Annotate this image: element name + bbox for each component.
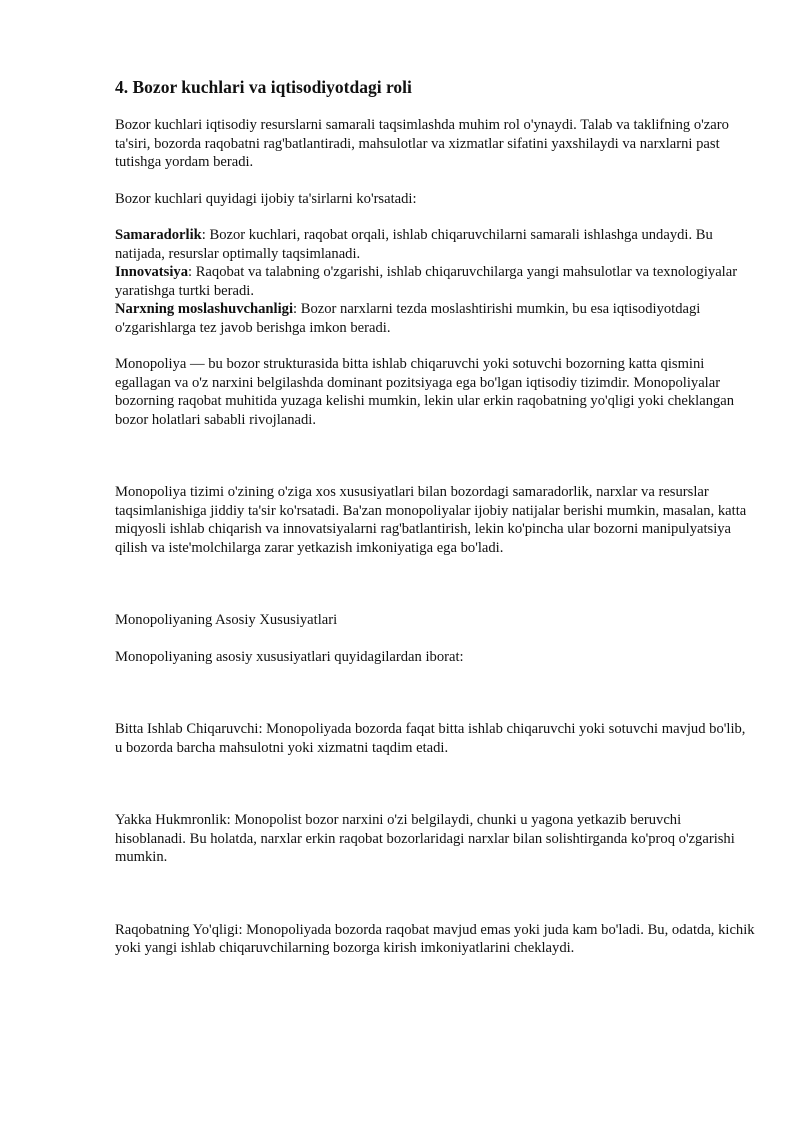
monopoly-effect: Monopoliya tizimi o'zining o'ziga xos xususiyatlari bilan bozordagi samaradorlik, narxlar va resurslar taqsimlanishiga jiddiy ta'sir ko'rsatadi. Ba'zan monopoliyalar ijobiy natijalar berishi mumkin, masalan, katta miqyosli ishlab chiqarish va innovatsiyalarni rag'batlantirish, lekin ko'pincha ular bozorni manipulyatsiya qilish va iste'molchilarga zarar yetkazish imkoniyatiga ega bo'ladi. <box>115 484 747 556</box>
effect-term: Innovatsiya <box>115 264 188 280</box>
effect-text: : Bozor narxlarni tezda moslashtirishi mumkin, bu esa iqtisodiyotdagi o'zgarishlarga tez javob berishga imkon beradi. <box>115 301 701 336</box>
effects-intro: Bozor kuchlari quyidagi ijobiy ta'sirlarni ko'rsatadi: <box>115 190 417 207</box>
effect-efficiency <box>115 226 755 263</box>
features-intro: Monopoliyaning asosiy xususiyatlari quyidagilardan iborat: <box>115 648 464 665</box>
feature-single-producer: Bitta Ishlab Chiqaruvchi: Monopoliyada bozorda faqat bitta ishlab chiqaruvchi yoki sotuvchi mavjud bo'lib, u bozorda barcha mahsulotni yoki xizmatni taqdim etadi. <box>115 721 746 756</box>
feature-sole-dominance: Yakka Hukmronlik: Monopolist bozor narxini o'zi belgilaydi, chunki u yagona yetkazib beruvchi hisoblanadi. Bu holatda, narxlar erkin raqobat bozorlaridagi narxlar bilan solishtirganda ko'proq o'zgarishi mumkin. <box>115 812 735 865</box>
effect-term: Narxning moslashuvchanligi <box>115 301 294 317</box>
section-title: 4. Bozor kuchlari va iqtisodiyotdagi roli <box>115 77 412 97</box>
feature-no-competition: Raqobatning Yo'qligi: Monopoliyada bozorda raqobat mavjud emas yoki juda kam bo'ladi. Bu, odatda, kichik yoki yangi ishlab chiqaruvchilarning bozorga kirish imkoniyatlarini cheklaydi. <box>115 921 755 956</box>
monopoly-definition: Monopoliya — bu bozor strukturasida bitta ishlab chiqaruvchi yoki sotuvchi bozorning katta qismini egallagan va o'z narxini belgilashda dominant pozitsiyaga ega bo'lgan iqtisodiy tizimdir. Monopoliyalar bozorning raqobat muhitida yuzaga kelishi mumkin, lekin ular erkin raqobatning yo'qligi yoki cheklangan bozor holatlari sababli rivojlanadi. <box>115 356 735 428</box>
effect-term: Samaradorlik <box>115 227 202 243</box>
features-heading: Monopoliyaning Asosiy Xususiyatlari <box>115 612 338 628</box>
effect-text: : Raqobat va talabning o'zgarishi, ishlab chiqaruvchilarga yangi mahsulotlar va texnologiyalar yaratishga turtki beradi. <box>115 264 738 299</box>
effect-text: : Bozor kuchlari, raqobat orqali, ishlab chiqaruvchilarni samarali ishlashga undaydi. Bu natijada, resurslar optimally taqsimlanadi. <box>115 227 713 262</box>
document-page <box>115 76 755 958</box>
intro-paragraph: Bozor kuchlari iqtisodiy resurslarni samarali taqsimlashda muhim rol o'ynaydi. Talab va taklifning o'zaro ta'siri, bozorda raqobatni rag'batlantiradi, mahsulotlar va xizmatlar sifatini yaxshilaydi va narxlarni past tutishga yordam beradi. <box>115 117 729 170</box>
effect-innovation <box>115 263 755 300</box>
effect-price-flexibility <box>115 300 755 337</box>
